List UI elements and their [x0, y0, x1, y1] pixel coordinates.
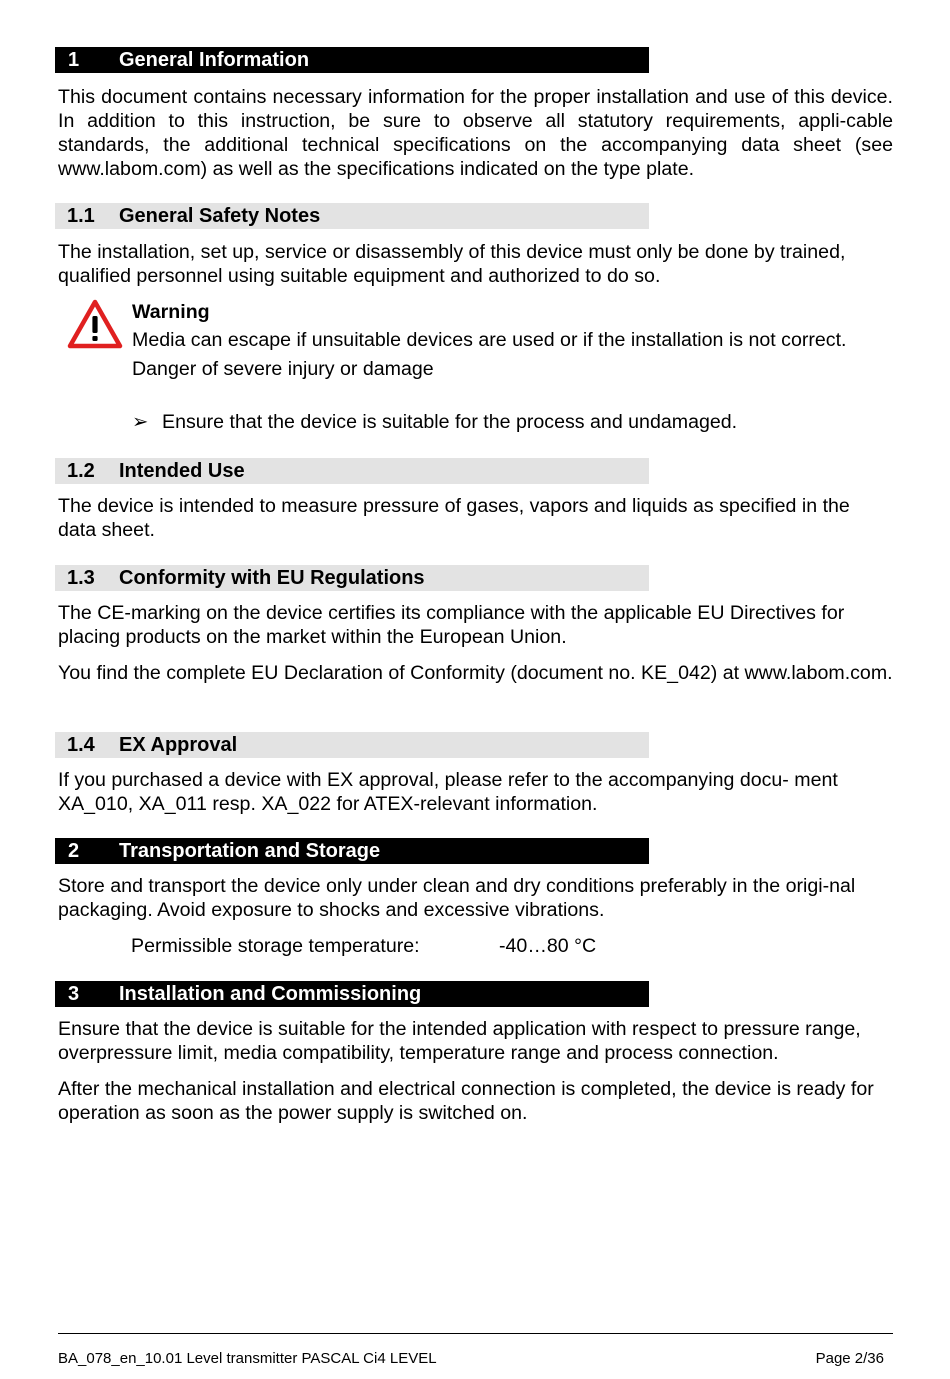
storage-temperature-value: -40…80 °C	[499, 935, 597, 957]
warning-title: Warning	[132, 301, 210, 323]
section-title: Conformity with EU Regulations	[119, 567, 425, 589]
warning-text: Media can escape if unsuitable devices are used or if the installation is not correct.	[132, 329, 847, 351]
section-number: 3	[68, 983, 80, 1005]
paragraph-transport-storage: Store and transport the device only under clean and dry conditions preferably in the origi-nal packaging. Avoid exposure to shocks and excessive vibrations.	[58, 875, 856, 921]
section-heading-1-4	[55, 732, 649, 758]
paragraph-commissioning: After the mechanical installation and electrical connection is completed, the device is ready for operation as soon as the power supply is switched on.	[58, 1078, 874, 1124]
warning-action-bullet	[132, 410, 737, 434]
section-heading-1-1	[55, 203, 649, 229]
section-title: General Information	[119, 49, 310, 71]
paragraph-intended-use: The device is intended to measure pressure of gases, vapors and liquids as specified in the data sheet.	[58, 495, 850, 541]
bullet-arrow-icon: ➢	[132, 411, 149, 433]
section-title: General Safety Notes	[119, 205, 321, 227]
paragraph-ex-approval: If you purchased a device with EX approval, please refer to the accompanying docu- ment XA_010, XA_011 resp. XA_022 for ATEX-relevant information.	[58, 769, 838, 815]
section-number: 1.4	[67, 734, 95, 756]
footer-divider	[58, 1333, 893, 1334]
section-heading-2	[55, 838, 649, 864]
section-number: 1.3	[67, 567, 95, 589]
section-title: Intended Use	[119, 460, 245, 482]
warning-block	[132, 300, 872, 381]
section-heading-1-3	[55, 565, 649, 591]
paragraph-installation: Ensure that the device is suitable for the intended application with respect to pressure range, overpressure limit, media compatibility, temperature range and process connection.	[58, 1018, 861, 1064]
section-number: 2	[68, 840, 80, 862]
section-title: Transportation and Storage	[119, 840, 381, 862]
section-number: 1.2	[67, 460, 95, 482]
paragraph-ce-marking: The CE-marking on the device certifies its compliance with the applicable EU Directives for placing products on the market within the European Union.	[58, 602, 845, 648]
footer-document-id: BA_078_en_10.01 Level transmitter PASCAL Ci4 LEVEL	[58, 1350, 437, 1367]
section-heading-3	[55, 981, 649, 1007]
section-number: 1.1	[67, 205, 95, 227]
warning-action-text: Ensure that the device is suitable for the process and undamaged.	[162, 411, 738, 433]
section-heading-1-2	[55, 458, 649, 484]
paragraph-eu-declaration: You find the complete EU Declaration of Conformity (document no. KE_042) at www.labom.com.	[58, 662, 893, 684]
section-heading-1	[55, 47, 649, 73]
section-number: 1	[68, 49, 80, 71]
storage-temperature-label: Permissible storage temperature:	[131, 935, 420, 957]
section-title: Installation and Commissioning	[119, 983, 422, 1005]
paragraph-safety-notes: The installation, set up, service or disassembly of this device must only be done by trained, qualified personnel using suitable equipment and authorized to do so.	[58, 241, 846, 287]
footer-page-number: Page 2/36	[815, 1350, 884, 1367]
warning-danger: Danger of severe injury or damage	[132, 358, 434, 380]
warning-triangle-icon	[67, 299, 123, 349]
section-title: EX Approval	[119, 734, 238, 756]
paragraph-general-information: This document contains necessary information for the proper installation and use of this device. In addition to this instruction, be sure to observe all statutory requirements, appli-cable standards, the additional technical specifications on the accompanying data sheet (see www.labom.com) as well as the specifications indicated on the type plate.	[58, 86, 893, 180]
